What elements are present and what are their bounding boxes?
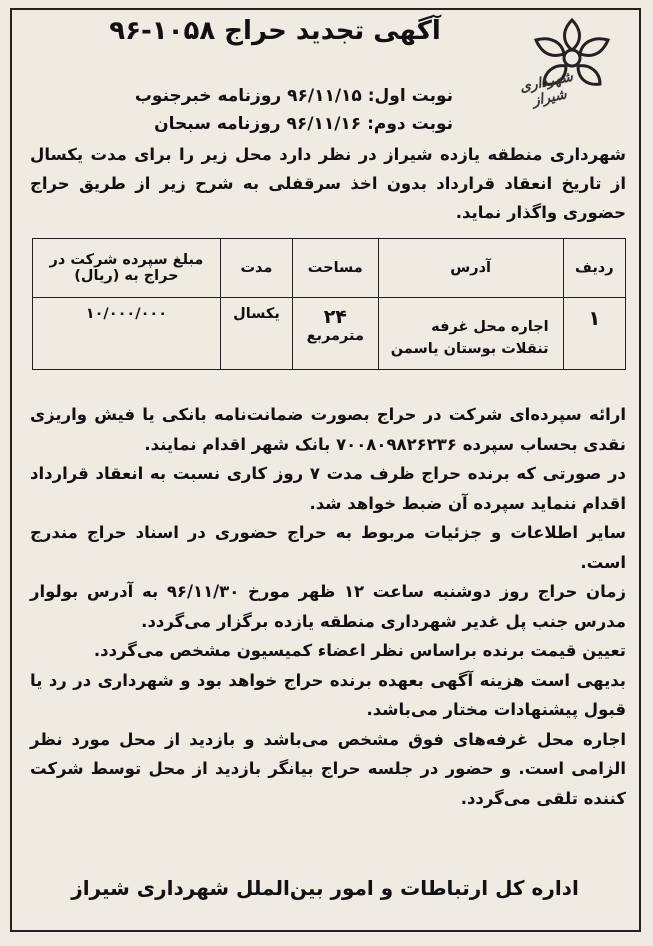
table-row bbox=[33, 298, 626, 370]
paragraph-deposit: ارائه سپرده‌ای شرکت در حراج بصورت ضمانت‌نامه بانکی یا فیش واریزی نقدی بحساب سپرده ۷۰۰۸۰۹۸۲۶۲۳۶ بانک شهر اقدام نمایند. bbox=[30, 405, 626, 454]
paragraph-auction-time: زمان حراج روز دوشنبه ساعت ۱۲ ظهر مورخ ۹۶/۱۱/۳۰ به آدرس بولوار مدرس جنب پل غدیر شهرداری منطقه یازده برگزار می‌گردد. bbox=[30, 582, 626, 631]
second-publication: نوبت دوم: ۹۶/۱۱/۱۶ روزنامه سبحان bbox=[154, 114, 453, 134]
header-row-number: ردیف bbox=[563, 239, 625, 298]
items-table bbox=[32, 238, 626, 370]
area-unit: مترمربع bbox=[306, 328, 364, 344]
header-deposit: مبلغ سپرده شرکت در حراج به (ریال) bbox=[33, 239, 221, 298]
paragraph-contract: در صورتی که برنده حراج ظرف مدت ۷ روز کاری نسبت به انعقاد قرارداد اقدام ننماید سپرده آن ضبط خواهد شد. bbox=[30, 464, 626, 513]
cell-row-number: ۱ bbox=[563, 298, 625, 370]
paragraph-price: تعیین قیمت برنده براساس نظر اعضاء کمیسیون مشخص می‌گردد. bbox=[93, 641, 626, 660]
intro-paragraph: شهرداری منطقه یازده شیراز در نظر دارد محل زیر را برای مدت یکسال از تاریخ انعقاد قرارداد بدون اخذ سرقفلی به شرح زیر از طریق حراج حضوری واگذار نماید. bbox=[30, 145, 626, 222]
cell-area bbox=[293, 298, 379, 370]
header-area: مساحت bbox=[293, 239, 379, 298]
paragraph-cost: بدیهی است هزینه آگهی بعهده برنده حراج خواهد بود و شهرداری در رد یا قبول پیشنهادات مختار می‌باشد. bbox=[30, 670, 626, 719]
first-publication: نوبت اول: ۹۶/۱۱/۱۵ روزنامه خبرجنوب bbox=[134, 86, 453, 106]
paragraph-documents: سایر اطلاعات و جزئیات مربوط به حراج حضوری در اسناد حراج مندرج است. bbox=[30, 523, 626, 572]
header-address: آدرس bbox=[378, 239, 563, 298]
paragraph-visit: اجاره محل غرفه‌های فوق مشخص می‌باشد و بازدید از محل مورد نظر الزامی است. و حضور در جلسه حراج بیانگر بازدید از محل توسط شرکت کننده تلقی می‌گردد. bbox=[30, 729, 626, 808]
cell-duration: یکسال bbox=[220, 298, 292, 370]
cell-address: اجاره محل غرفه تنقلات بوستان یاسمن bbox=[378, 298, 563, 370]
table-header-row bbox=[33, 239, 626, 298]
area-value: ۲۴ bbox=[323, 306, 347, 328]
footer-signature: اداره کل ارتباطات و امور بین‌الملل شهرداری شیراز bbox=[71, 876, 579, 900]
conditions-text bbox=[30, 400, 626, 813]
notice-title: آگهی تجدید حراج ۱۰۵۸-۹۶ bbox=[109, 16, 441, 46]
cell-deposit: ۱۰/۰۰۰/۰۰۰ bbox=[33, 298, 221, 370]
logo-lettering: شهرداری شیراز bbox=[518, 68, 575, 110]
header-duration: مدت bbox=[220, 239, 292, 298]
